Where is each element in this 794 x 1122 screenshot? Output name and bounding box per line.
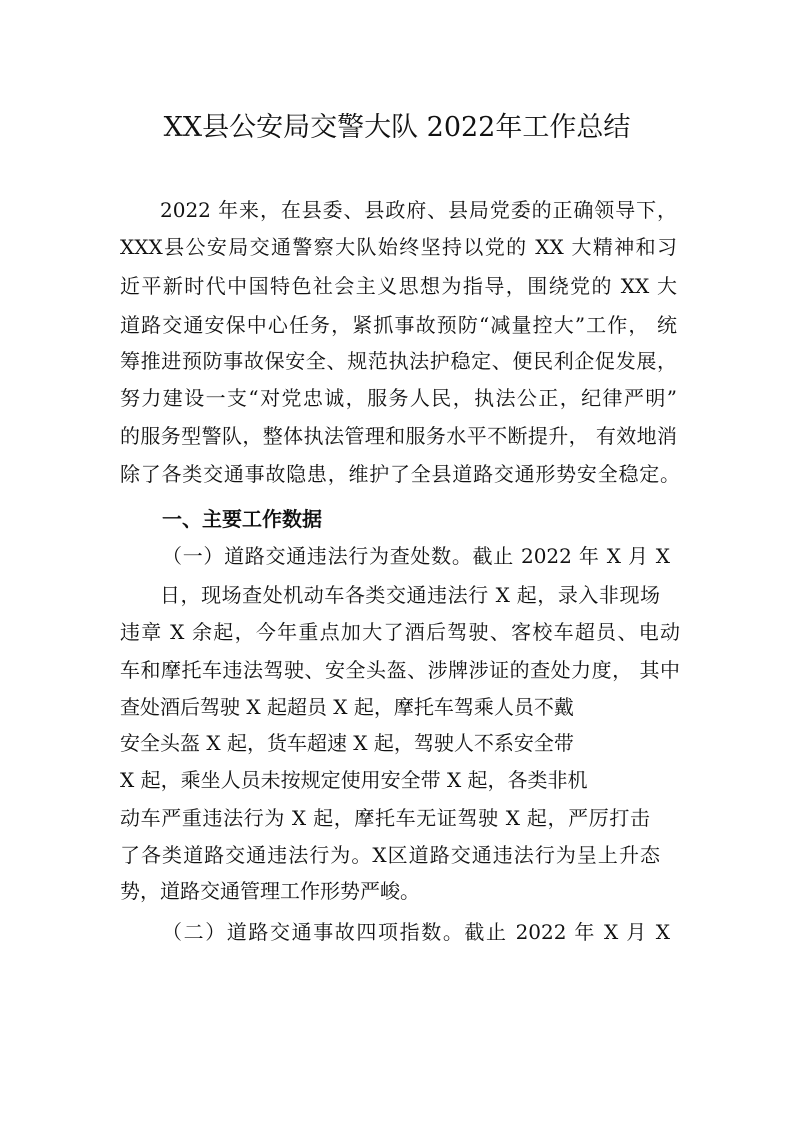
intro-line: XXX县公安局交通警察大队始终坚持以党的 XX 大精神和习 [120,235,677,259]
body-line: 动车严重违法行为 X 起，摩托车无证驾驶 X 起，严厉打击 [120,806,650,830]
body-line: 违章 X 余起，今年重点加大了酒后驾驶、客校车超员、电动 [120,620,680,644]
body-line: （二）道路交通事故四项指数。截止 2022 年 X 月 X [162,920,670,944]
body-line: 了各类道路交通违法行为。X区道路交通违法行为呈上升态 [120,843,660,867]
body-line: （一）道路交通违法行为查处数。截止 2022 年 X 月 X [162,544,670,568]
section-heading: 一、主要工作数据 [162,507,322,531]
body-line: 势，道路交通管理工作形势严峻。 [120,879,420,903]
body-line: 车和摩托车违法驾驶、安全头盔、涉牌涉证的查处力度， 其中 [120,658,680,682]
intro-line: 近平新时代中国特色社会主义思想为指导，围绕党的 XX 大 [120,274,677,298]
intro-line: 2022 年来，在县委、县政府、县局党委的正确领导下， [160,198,677,222]
document-title: XX县公安局交警大队 2022年工作总结 [163,112,631,143]
body-line: X 起，乘坐人员未按规定使用安全带 X 起，各类非机 [120,768,588,792]
body-line: 查处酒后驾驶 X 起超员 X 起，摩托车驾乘人员不戴 [120,695,574,719]
intro-line: 筹推进预防事故保安全、规范执法护稳定、便民利企促发展， [120,349,677,373]
intro-line: 努力建设一支“对党忠诚，服务人民，执法公正，纪律严明” [120,386,677,410]
body-line: 日，现场查处机动车各类交通违法行 X 起，录入非现场 [160,583,660,607]
intro-line: 道路交通安保中心任务，紧抓事故预防“减量控大”工作， 统 [120,313,677,337]
intro-line: 的服务型警队，整体执法管理和服务水平不断提升， 有效地消 [120,424,677,448]
intro-line: 除了各类交通事故隐患，维护了全县道路交通形势安全稳定。 [120,462,680,486]
body-line: 安全头盔 X 起，货车超速 X 起，驾驶人不系安全带 [120,731,574,755]
